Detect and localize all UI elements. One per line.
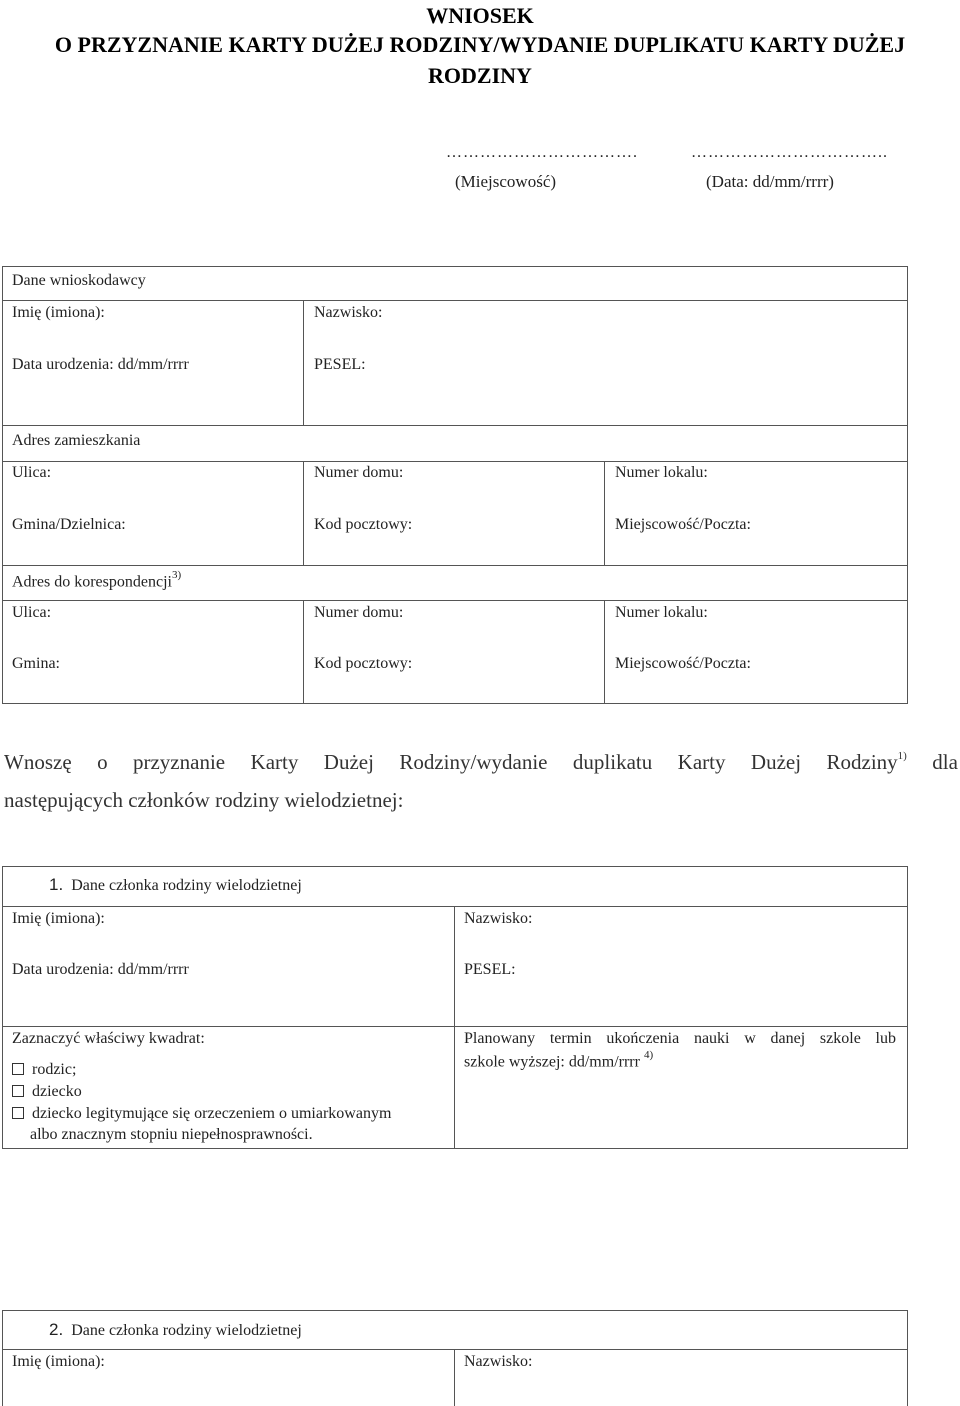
member1-option-parent[interactable]: rodzic; <box>12 1061 76 1079</box>
member1-mark-label: Zaznaczyć właściwy kwadrat: <box>12 1030 205 1047</box>
request-word-with-note <box>827 738 907 782</box>
applicant-table <box>2 266 908 704</box>
residence-section-label: Adres zamieszkania <box>12 432 141 449</box>
residence-street-field[interactable]: Ulica: <box>12 464 52 481</box>
checkbox-disabled-child[interactable] <box>12 1107 24 1119</box>
form-title: WNIOSEK <box>426 3 534 28</box>
residence-house-field[interactable]: Numer domu: <box>314 464 404 481</box>
request-word: Karty <box>250 750 299 774</box>
correspondence-house-field[interactable]: Numer domu: <box>314 604 404 621</box>
place-field[interactable]: ……………………………. <box>446 144 638 161</box>
form-subtitle-cont: RODZINY <box>428 63 532 88</box>
date-field[interactable]: …………………………….. <box>691 144 888 161</box>
applicant-section-label: Dane wnioskodawcy <box>12 272 146 289</box>
applicant-last-name-field[interactable]: Nazwisko: <box>314 304 383 321</box>
date-label: (Data: dd/mm/rrrr) <box>706 172 834 191</box>
request-word: dla <box>932 750 958 774</box>
member2-section-label: 2. Dane członka rodziny wielodzietnej <box>49 1320 302 1339</box>
place-label: (Miejscowość) <box>455 172 557 191</box>
correspondence-city-field[interactable]: Miejscowość/Poczta: <box>615 655 751 672</box>
member1-number: 1. <box>49 875 64 894</box>
member1-birth-date-field[interactable]: Data urodzenia: dd/mm/rrrr <box>12 961 189 978</box>
member1-section-label: 1. Dane członka rodziny wielodzietnej <box>49 875 302 894</box>
school-label-text: Planowany termin ukończenia nauki w danej szkole lub <box>464 1030 896 1047</box>
applicant-pesel-field[interactable]: PESEL: <box>314 356 366 373</box>
correspondence-section-label: Adres do korespondencji$^{3)}$ <box>12 569 182 591</box>
request-word: Rodziny <box>826 750 898 774</box>
member2-first-name-field[interactable]: Imię (imiona): <box>12 1353 105 1370</box>
correspondence-postal-field[interactable]: Kod pocztowy: <box>314 655 413 672</box>
applicant-first-name-field[interactable]: Imię (imiona): <box>12 304 105 321</box>
footnote-ref: 1) <box>897 750 907 762</box>
correspondence-street-field[interactable]: Ulica: <box>12 604 52 621</box>
request-word: Dużej <box>323 750 374 774</box>
request-paragraph-line2: następujących członków rodziny wielodzietnej: <box>4 788 404 812</box>
member1-option-disabled-child[interactable]: dziecko legitymujące się orzeczeniem o umiarkowanym <box>12 1105 391 1123</box>
request-word: przyznanie <box>132 750 226 774</box>
member2-number: 2. <box>49 1320 64 1339</box>
footnote-ref: 3) <box>171 569 182 581</box>
request-word: o <box>97 750 108 774</box>
form-subtitle: O PRZYZNANIE KARTY DUŻEJ RODZINY/WYDANIE DUPLIKATU KARTY DUŻEJ <box>54 32 906 57</box>
request-word: Dużej <box>750 750 802 774</box>
member1-school-end-label <box>464 1030 896 1048</box>
residence-postal-field[interactable]: Kod pocztowy: <box>314 516 413 533</box>
checkbox-child[interactable] <box>12 1085 24 1097</box>
residence-municipality-field[interactable]: Gmina/Dzielnica: <box>12 516 126 533</box>
member1-option-disabled-child-cont: albo znacznym stopniu niepełnosprawności. <box>30 1126 313 1143</box>
member1-school-end-field[interactable]: szkole wyższej: dd/mm/rrrr $^{4)}$ <box>464 1049 654 1071</box>
checkbox-parent[interactable] <box>12 1063 24 1075</box>
member1-pesel-field[interactable]: PESEL: <box>464 961 516 978</box>
residence-city-field[interactable]: Miejscowość/Poczta: <box>615 516 751 533</box>
member1-option-child[interactable]: dziecko <box>12 1083 82 1101</box>
correspondence-flat-field[interactable]: Numer lokalu: <box>615 604 708 621</box>
member1-first-name-field[interactable]: Imię (imiona): <box>12 910 105 927</box>
footnote-ref: 4) <box>643 1049 654 1061</box>
correspondence-municipality-field[interactable]: Gmina: <box>12 655 60 672</box>
member1-last-name-field[interactable]: Nazwisko: <box>464 910 533 927</box>
request-paragraph-line1 <box>4 738 958 782</box>
request-word: duplikatu <box>572 750 653 774</box>
member2-last-name-field[interactable]: Nazwisko: <box>464 1353 533 1370</box>
applicant-birth-date-field[interactable]: Data urodzenia: dd/mm/rrrr <box>12 356 189 373</box>
request-word: Karty <box>677 750 726 774</box>
request-word: Wnoszę <box>4 750 72 774</box>
request-word: Rodziny/wydanie <box>399 750 548 774</box>
residence-flat-field[interactable]: Numer lokalu: <box>615 464 708 481</box>
